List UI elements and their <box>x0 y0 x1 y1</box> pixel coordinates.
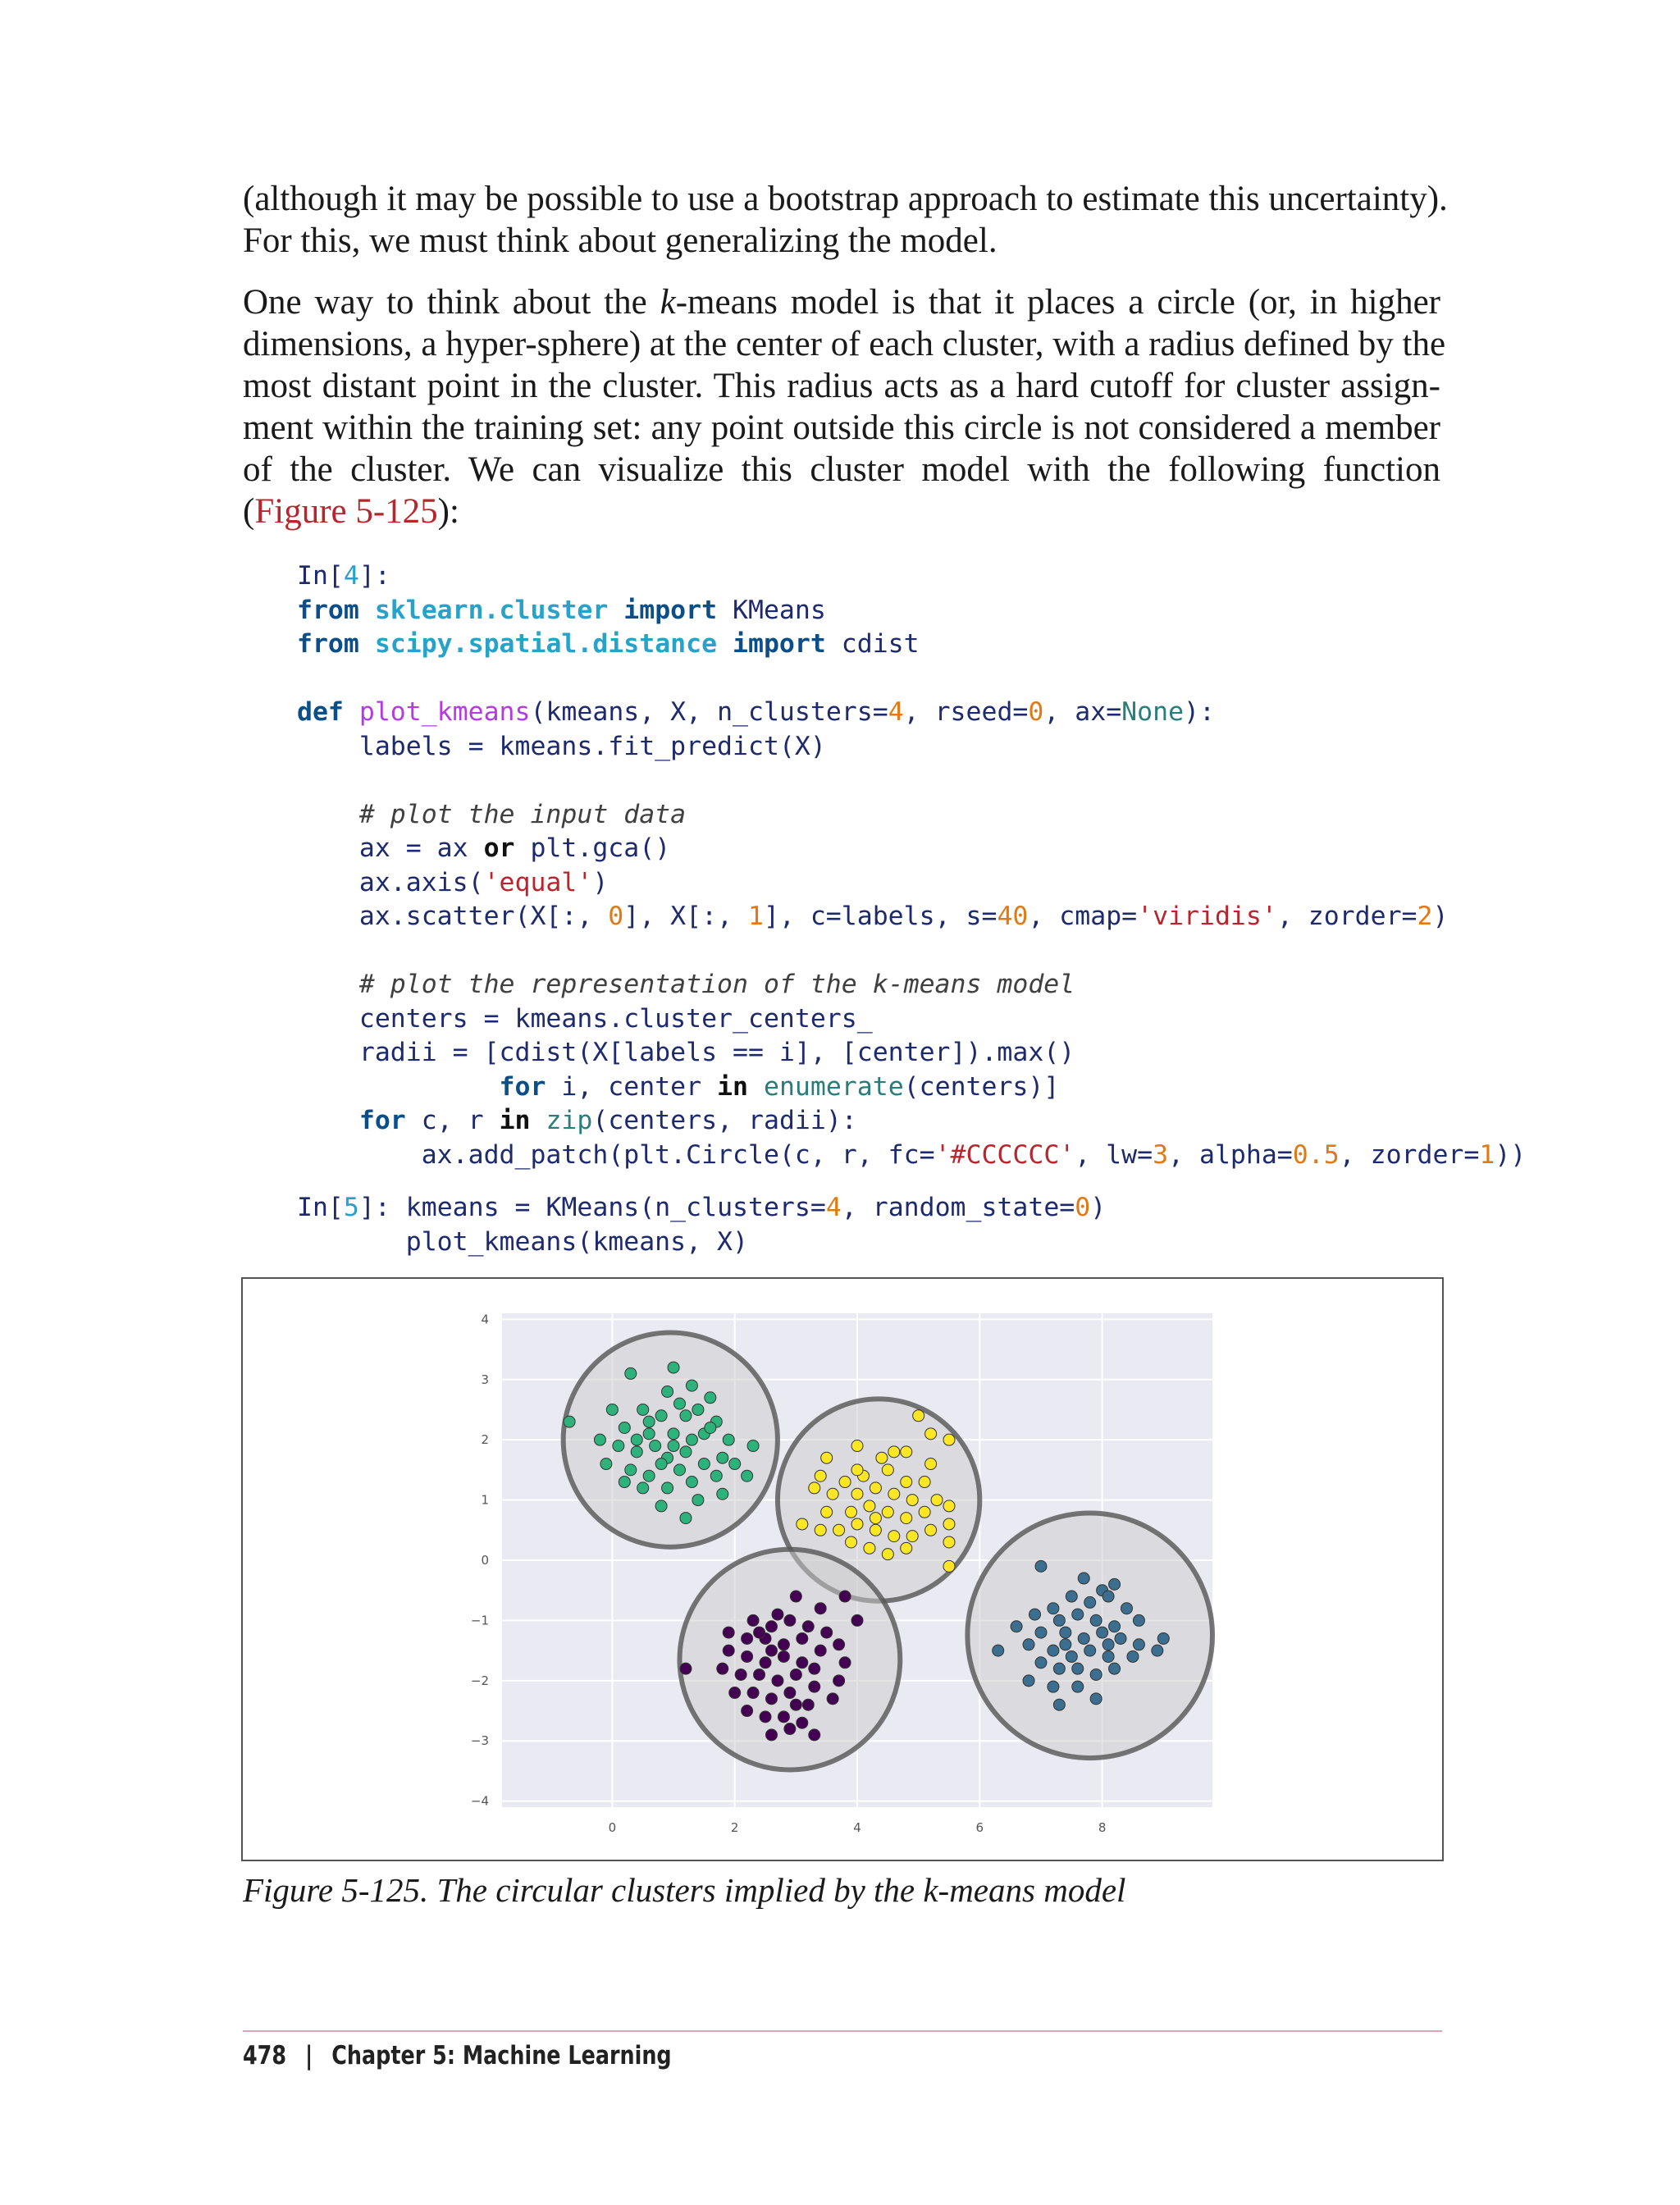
y-tick-label: 3 <box>481 1372 489 1387</box>
data-point <box>674 1398 686 1409</box>
code-line: labels = kmeans.fit_predict(X) <box>297 731 826 761</box>
data-point <box>1023 1675 1034 1687</box>
data-point <box>1066 1650 1077 1662</box>
data-point <box>717 1452 728 1463</box>
data-point <box>692 1495 704 1506</box>
data-point <box>906 1531 918 1542</box>
data-point <box>637 1404 649 1415</box>
code-block <box>297 559 1526 1172</box>
data-point <box>729 1459 741 1470</box>
paragraph-1-line-1: (although it may be possible to use a bootstrap approach to estimate this uncertainty). <box>243 180 1448 218</box>
cluster-circle <box>680 1550 901 1770</box>
data-point <box>821 1506 833 1518</box>
data-point <box>747 1440 759 1452</box>
data-point <box>1035 1657 1047 1669</box>
code-line: ax.scatter(X[:, 0], X[:, 1], c=labels, s=40, cmap='viridis', zorder=2) <box>297 902 1449 931</box>
code-line: ax.add_patch(plt.Circle(c, r, fc='#CCCCCC', lw=3, alpha=0.5, zorder=1)) <box>297 1139 1527 1170</box>
data-point <box>888 1488 900 1500</box>
data-point <box>851 1614 863 1626</box>
data-point <box>1090 1693 1102 1705</box>
y-tick-label: −3 <box>470 1733 489 1749</box>
data-point <box>784 1723 796 1735</box>
data-point <box>870 1524 881 1536</box>
data-point <box>784 1614 796 1626</box>
data-point <box>1066 1591 1077 1602</box>
data-point <box>742 1705 753 1717</box>
data-point <box>692 1404 704 1415</box>
data-point <box>765 1621 777 1632</box>
data-point <box>784 1687 796 1699</box>
x-tick-label: 2 <box>730 1820 739 1835</box>
code-line: centers = kmeans.cluster_centers_ <box>297 1003 873 1034</box>
data-point <box>662 1482 673 1494</box>
paragraph-2-line-3: most distant point in the cluster. This radius acts as a hard cutoff for cluster assign- <box>243 367 1440 405</box>
data-point <box>888 1446 900 1458</box>
data-point <box>680 1513 692 1524</box>
data-point <box>1060 1639 1071 1650</box>
data-point <box>747 1687 759 1699</box>
data-point <box>765 1645 777 1656</box>
paragraph-2 <box>243 281 1446 532</box>
data-point <box>1078 1573 1089 1584</box>
data-point <box>742 1632 753 1644</box>
data-point <box>1072 1663 1084 1674</box>
code-line: plot_kmeans(kmeans, X) <box>297 1226 748 1257</box>
data-point <box>901 1513 912 1524</box>
data-point <box>882 1506 893 1518</box>
data-point <box>919 1477 930 1488</box>
data-point <box>606 1404 618 1415</box>
data-point <box>1133 1639 1144 1650</box>
data-point <box>1048 1645 1059 1656</box>
data-point <box>637 1482 649 1494</box>
x-tick-label: 0 <box>608 1820 617 1835</box>
data-point <box>833 1639 845 1650</box>
code-line: from scipy.spatial.distance import cdist <box>297 629 920 659</box>
data-point <box>625 1367 637 1379</box>
data-point <box>1078 1632 1089 1644</box>
data-point <box>1097 1627 1108 1638</box>
data-point <box>754 1627 765 1638</box>
data-point <box>943 1560 955 1572</box>
data-point <box>925 1524 937 1536</box>
data-point <box>765 1729 777 1741</box>
data-point <box>815 1470 826 1481</box>
data-point <box>723 1645 734 1656</box>
data-point <box>839 1591 851 1602</box>
data-point <box>710 1470 722 1481</box>
data-point <box>1133 1614 1144 1626</box>
data-point <box>1053 1699 1065 1710</box>
data-point <box>723 1434 734 1445</box>
data-point <box>1023 1639 1034 1650</box>
data-point <box>797 1632 808 1644</box>
data-point <box>698 1459 710 1470</box>
data-point <box>851 1464 863 1476</box>
data-point <box>662 1386 673 1397</box>
data-point <box>790 1591 801 1602</box>
paragraph-2-line-1 <box>243 281 1440 323</box>
data-point <box>815 1603 826 1614</box>
figure-reference-link[interactable]: Figure 5-125 <box>254 492 438 531</box>
figure-frame <box>241 1277 1444 1861</box>
data-point <box>594 1434 605 1445</box>
data-point <box>1029 1609 1041 1620</box>
data-point <box>723 1627 734 1638</box>
data-point <box>1048 1603 1059 1614</box>
x-tick-label: 6 <box>975 1820 984 1835</box>
data-point <box>765 1693 777 1705</box>
data-point <box>882 1464 893 1476</box>
data-point <box>864 1500 875 1512</box>
code-line: from sklearn.cluster import KMeans <box>297 595 826 625</box>
data-point <box>643 1416 655 1427</box>
y-tick-label: −4 <box>470 1793 489 1809</box>
data-point <box>833 1675 845 1687</box>
data-point <box>864 1542 875 1554</box>
code-block-2 <box>297 1191 1106 1259</box>
data-point <box>821 1452 833 1463</box>
footer-separator: | <box>305 2041 313 2070</box>
paragraph-2-line-2: dimensions, a hyper-sphere) at the center of each cluster, with a radius defined by the <box>243 325 1446 363</box>
y-tick-label: 2 <box>481 1432 489 1448</box>
data-point <box>1109 1621 1121 1632</box>
data-point <box>1084 1645 1096 1656</box>
data-point <box>901 1446 912 1458</box>
data-point <box>1053 1614 1065 1626</box>
data-point <box>846 1536 857 1548</box>
data-point <box>870 1513 881 1524</box>
data-point <box>747 1614 759 1626</box>
data-point <box>993 1645 1004 1656</box>
paragraph-1 <box>243 178 1448 262</box>
data-point <box>686 1477 697 1488</box>
x-tick-label: 8 <box>1098 1820 1107 1835</box>
page-number: 478 <box>243 2041 287 2070</box>
data-point <box>1072 1609 1084 1620</box>
data-point <box>668 1362 679 1373</box>
data-point <box>613 1440 624 1452</box>
data-point <box>1060 1627 1071 1638</box>
data-point <box>1011 1621 1022 1632</box>
data-point <box>680 1446 692 1458</box>
data-point <box>1102 1639 1114 1650</box>
code-line: ax.axis('equal') <box>297 867 609 897</box>
data-point <box>802 1621 814 1632</box>
data-point <box>742 1650 753 1662</box>
y-tick-label: 4 <box>481 1312 489 1327</box>
data-point <box>729 1687 741 1699</box>
data-point <box>631 1446 642 1458</box>
data-point <box>901 1477 912 1488</box>
data-point <box>1109 1663 1121 1674</box>
data-point <box>754 1669 765 1680</box>
data-point <box>839 1477 851 1488</box>
data-point <box>943 1434 955 1445</box>
data-point <box>809 1681 820 1692</box>
data-point <box>851 1440 863 1452</box>
y-tick-label: −2 <box>470 1673 489 1688</box>
data-point <box>1121 1603 1132 1614</box>
data-point <box>686 1434 697 1445</box>
data-point <box>705 1392 716 1404</box>
data-point <box>680 1410 692 1422</box>
data-point <box>760 1657 771 1669</box>
data-point <box>906 1495 918 1506</box>
data-point <box>650 1440 661 1452</box>
code-line: # plot the input data <box>358 799 687 829</box>
code-line: # plot the representation of the k-means model <box>358 970 1075 999</box>
data-point <box>1072 1681 1084 1692</box>
data-point <box>655 1459 667 1470</box>
code-line: for i, center in enumerate(centers)] <box>499 1071 1060 1102</box>
y-tick-label: 0 <box>481 1553 489 1568</box>
data-point <box>1157 1632 1169 1644</box>
data-point <box>742 1470 753 1481</box>
data-point <box>1090 1614 1102 1626</box>
data-point <box>827 1693 838 1705</box>
x-tick-label: 4 <box>853 1820 861 1835</box>
data-point <box>680 1663 692 1674</box>
data-point <box>943 1518 955 1530</box>
data-point <box>797 1657 808 1669</box>
data-point <box>925 1459 937 1470</box>
code-line: In[5]: kmeans = KMeans(n_clusters=4, random_state=0) <box>297 1193 1107 1222</box>
data-point <box>1053 1663 1065 1674</box>
data-point <box>655 1410 667 1422</box>
data-point <box>851 1488 863 1500</box>
data-point <box>686 1380 697 1391</box>
paragraph-2-line-6 <box>243 491 1440 532</box>
page-footer <box>243 2041 672 2070</box>
data-point <box>797 1518 808 1530</box>
data-point <box>760 1711 771 1723</box>
data-point <box>643 1428 655 1440</box>
data-point <box>1152 1645 1163 1656</box>
data-point <box>790 1669 801 1680</box>
paragraph-2-line-5: of the cluster. We can visualize this cluster model with the following function <box>243 450 1440 489</box>
data-point <box>1035 1627 1047 1638</box>
paragraph-2-line-4: ment within the training set: any point outside this circle is not considered a member <box>243 409 1440 447</box>
data-point <box>625 1464 637 1476</box>
data-point <box>925 1428 937 1440</box>
data-point <box>600 1459 612 1470</box>
data-point <box>778 1639 789 1650</box>
data-point <box>1084 1596 1096 1608</box>
data-point <box>717 1488 728 1500</box>
data-point <box>772 1609 783 1620</box>
data-point <box>809 1663 820 1674</box>
data-point <box>870 1482 881 1494</box>
data-point <box>827 1488 838 1500</box>
data-point <box>882 1549 893 1560</box>
text-run: ): <box>437 492 459 531</box>
text-run: One way to think about the <box>243 283 660 322</box>
code-line: In[4]: <box>297 561 390 591</box>
cluster-circle <box>967 1513 1212 1758</box>
text-run: ( <box>243 492 255 531</box>
data-point <box>1048 1681 1059 1692</box>
data-point <box>901 1542 912 1554</box>
data-point <box>668 1428 679 1440</box>
data-point <box>668 1440 679 1452</box>
data-point <box>809 1729 820 1741</box>
data-point <box>1090 1669 1102 1680</box>
data-point <box>815 1645 826 1656</box>
scatter-chart <box>243 1279 1442 1860</box>
data-point <box>772 1675 783 1687</box>
data-point <box>1115 1632 1126 1644</box>
data-point <box>815 1524 826 1536</box>
y-tick-label: 1 <box>481 1492 489 1508</box>
data-point <box>913 1410 924 1422</box>
data-point <box>655 1500 667 1512</box>
data-point <box>717 1663 728 1674</box>
data-point <box>839 1657 851 1669</box>
data-point <box>833 1524 845 1536</box>
data-point <box>943 1536 955 1548</box>
data-point <box>919 1506 930 1518</box>
data-point <box>797 1717 808 1728</box>
data-point <box>888 1531 900 1542</box>
data-point <box>809 1482 820 1494</box>
data-point <box>564 1416 575 1427</box>
text-run: -means model is that it places a circle (or, in higher <box>675 283 1440 322</box>
data-point <box>931 1495 943 1506</box>
y-tick-label: −1 <box>470 1613 489 1628</box>
figure-caption: Figure 5-125. The circular clusters implied by the k-means model <box>243 1871 1126 1909</box>
data-point <box>631 1434 642 1445</box>
k-italic: k <box>660 283 676 322</box>
data-point <box>643 1470 655 1481</box>
code-line: radii = [cdist(X[labels == i], [center]).max() <box>297 1038 1075 1067</box>
data-point <box>1102 1650 1114 1662</box>
footer-rule <box>243 2030 1442 2032</box>
data-point <box>876 1452 888 1463</box>
data-point <box>674 1464 686 1476</box>
data-point <box>735 1669 746 1680</box>
paragraph-1-line-2: For this, we must think about generalizing the model. <box>243 221 998 260</box>
data-point <box>1035 1560 1047 1572</box>
data-point <box>778 1711 789 1723</box>
data-point <box>943 1500 955 1512</box>
data-point <box>619 1422 630 1433</box>
chapter-title: Chapter 5: Machine Learning <box>331 2041 672 2070</box>
code-line: def plot_kmeans(kmeans, X, n_clusters=4, rseed=0, ax=None): <box>297 697 1215 727</box>
data-point <box>1109 1578 1121 1590</box>
data-point <box>705 1422 716 1433</box>
data-point <box>851 1518 863 1530</box>
data-point <box>846 1506 857 1518</box>
data-point <box>821 1627 833 1638</box>
data-point <box>619 1477 630 1488</box>
data-point <box>1127 1650 1139 1662</box>
data-point <box>778 1650 789 1662</box>
data-point <box>1102 1591 1114 1602</box>
code-line: ax = ax or plt.gca() <box>297 833 671 863</box>
data-point <box>802 1699 814 1710</box>
data-point <box>790 1699 801 1710</box>
code-line: for c, r in zip(centers, radii): <box>358 1106 857 1135</box>
